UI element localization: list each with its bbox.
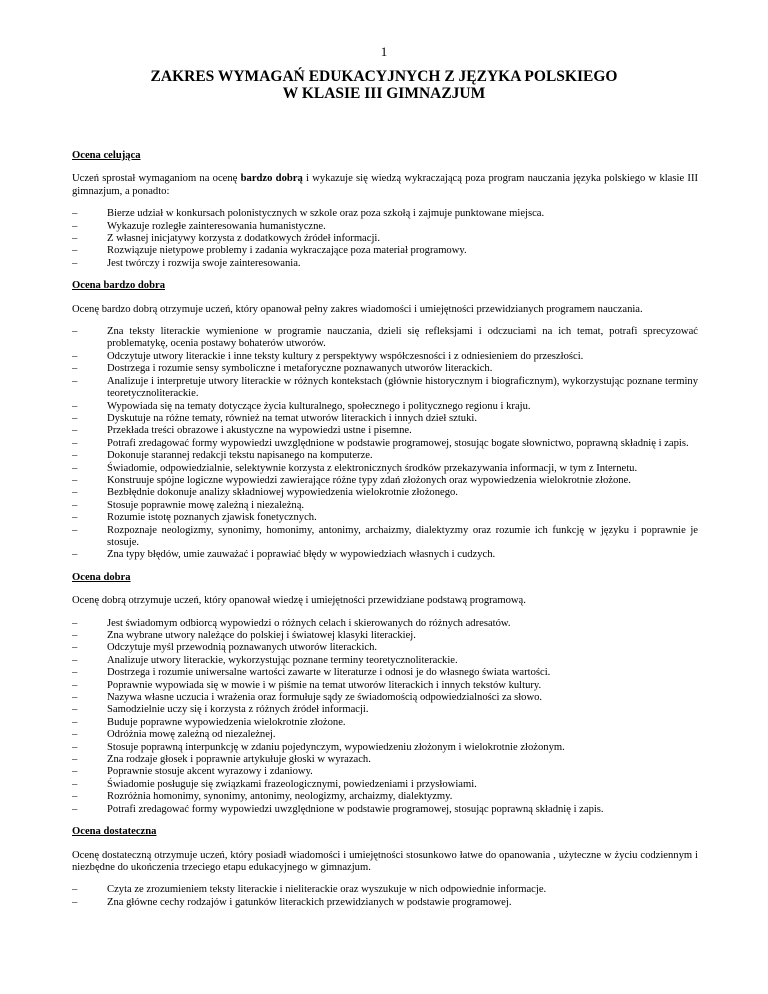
section-intro: Ocenę dostateczną otrzymuje uczeń, który posiadł wiadomości i umiejętności stosunkowo łatwe do opanowania , użyteczne w życiu codziennym i niezbędne do ukończenia trzeciego etapu edukacyjnego w gimnazjum. <box>72 849 698 873</box>
list-item: – Rozumie istotę poznanych zjawisk fonetycznych. <box>72 512 698 524</box>
requirements-list <box>72 208 698 270</box>
list-item: – Z własnej inicjatywy korzysta z dodatkowych źródeł informacji. <box>72 233 698 245</box>
list-item: – Czyta ze zrozumieniem teksty literackie i nieliterackie oraz wyszukuje w nich odpowiednie informacje. <box>72 884 698 896</box>
requirements-list <box>72 618 698 817</box>
section-ocena-dobra <box>72 572 698 816</box>
intro-bold-text: bardzo dobrą <box>240 173 303 185</box>
section-heading: Ocena dobra <box>72 571 131 583</box>
list-item: – Poprawnie wypowiada się w mowie i w piśmie na temat utworów literackich i innych tekstów kultury. <box>72 680 698 692</box>
intro-text-continued: i wykazuje się wiedzą wykraczającą poza program nauczania języka polskiego w klasie III gimnazjum, a ponadto: <box>72 173 698 197</box>
list-item: – Bezbłędnie dokonuje analizy składniowej wypowiedzenia wielokrotnie złożonego. <box>72 487 698 499</box>
list-item: – Konstruuje spójne logiczne wypowiedzi zawierające różne typy zdań złożonych oraz wypowiedzenia wielokrotnie złożone. <box>72 475 698 487</box>
list-item: – Analizuje utwory literackie, wykorzystując poznane terminy teoretycznoliterackie. <box>72 655 698 667</box>
list-item: – Jest świadomym odbiorcą wypowiedzi o różnych celach i skierowanych do różnych adresatów. <box>72 618 698 630</box>
list-item: – Jest twórczy i rozwija swoje zainteresowania. <box>72 258 698 270</box>
list-item: – Nazywa własne uczucia i wrażenia oraz formułuje sądy ze świadomością odpowiedzialności za słowo. <box>72 692 698 704</box>
document-title <box>0 68 768 102</box>
list-item: – Świadomie posługuje się związkami frazeologicznymi, powiedzeniami i przysłowiami. <box>72 779 698 791</box>
requirements-list <box>72 326 698 562</box>
requirements-list <box>72 884 698 909</box>
list-item: – Samodzielnie uczy się i korzysta z różnych źródeł informacji. <box>72 704 698 716</box>
list-item: – Zna typy błędów, umie zauważać i poprawiać błędy w wypowiedziach własnych i cudzych. <box>72 549 698 561</box>
section-intro: Ocenę dobrą otrzymuje uczeń, który opanował wiedzę i umiejętności przewidziane podstawą programową. <box>72 595 526 607</box>
list-item: – Odróżnia mowę zależną od niezależnej. <box>72 729 698 741</box>
section-ocena-celujaca <box>72 150 698 270</box>
list-item: – Analizuje i interpretuje utwory literackie w różnych kontekstach (głównie historycznym i biograficznym), wykorzystując poznane terminy teoretycznoliterackie. <box>72 376 698 401</box>
list-item: – Rozpoznaje neologizmy, synonimy, homonimy, antonimy, archaizmy, dialektyzmy oraz rozumie ich funkcję w języku i poprawnie je stosuje. <box>72 525 698 550</box>
list-item: – Dyskutuje na różne tematy, również na temat utworów literackich i innych dzieł sztuki. <box>72 413 698 425</box>
list-item: – Przekłada treści obrazowe i akustyczne na wypowiedzi ustne i pisemne. <box>72 425 698 437</box>
page-number: 1 <box>380 44 388 59</box>
list-item: – Dostrzega i rozumie uniwersalne wartości zawarte w literaturze i odnosi je do własnego świata wartości. <box>72 667 698 679</box>
list-item: – Zna rodzaje głosek i poprawnie artykułuje głoski w wyrazach. <box>72 754 698 766</box>
document-content <box>72 150 698 919</box>
list-item: – Rozróżnia homonimy, synonimy, antonimy, neologizmy, archaizmy, dialektyzmy. <box>72 791 698 803</box>
list-item: – Odczytuje utwory literackie i inne teksty kultury z perspektywy współczesności i z odniesieniem do przeszłości. <box>72 351 698 363</box>
list-item: – Stosuje poprawną interpunkcję w zdaniu pojedynczym, wypowiedzeniu złożonym i wielokrotnie złożonym. <box>72 742 698 754</box>
list-item: – Wypowiada się na tematy dotyczące życia kulturalnego, społecznego i politycznego regionu i kraju. <box>72 401 698 413</box>
list-item: – Dostrzega i rozumie sensy symboliczne i metaforyczne poznawanych utworów literackich. <box>72 363 698 375</box>
list-item: – Stosuje poprawnie mowę zależną i niezależną. <box>72 500 698 512</box>
list-item: – Rozwiązuje nietypowe problemy i zadania wykraczające poza materiał programowy. <box>72 245 698 257</box>
list-item: – Zna teksty literackie wymienione w programie nauczania, dzieli się refleksjami i odczuciami na ich temat, potrafi sprecyzować problematykę, ocenia postawy bohaterów utworów. <box>72 326 698 351</box>
title-line-1: ZAKRES WYMAGAŃ EDUKACYJNYCH Z JĘZYKA POLSKIEGO <box>150 68 618 85</box>
list-item: – Wykazuje rozległe zainteresowania humanistyczne. <box>72 221 698 233</box>
list-item: – Zna główne cechy rodzajów i gatunków literackich przewidzianych w podstawie programowej. <box>72 897 698 909</box>
title-line-2: W KLASIE III GIMNAZJUM <box>282 85 486 102</box>
list-item: – Dokonuje starannej redakcji tekstu napisanego na komputerze. <box>72 450 698 462</box>
list-item: – Odczytuje myśl przewodnią poznawanych utworów literackich. <box>72 642 698 654</box>
intro-text: Uczeń sprostał wymaganiom na ocenę <box>72 173 241 185</box>
section-heading: Ocena bardzo dobra <box>72 280 165 292</box>
list-item: – Zna wybrane utwory należące do polskiej i światowej klasyki literackiej. <box>72 630 698 642</box>
list-item: – Poprawnie stosuje akcent wyrazowy i zdaniowy. <box>72 766 698 778</box>
section-ocena-dostateczna <box>72 826 698 909</box>
section-heading: Ocena celująca <box>72 150 141 161</box>
list-item: – Świadomie, odpowiedzialnie, selektywnie korzysta z elektronicznych środków przekazywania informacji, w tym z Internetu. <box>72 463 698 475</box>
list-item: – Bierze udział w konkursach polonistycznych w szkole oraz poza szkołą i zajmuje punktowane miejsca. <box>72 208 698 220</box>
list-item: – Potrafi zredagować formy wypowiedzi uwzględnione w podstawie programowej, stosując poprawną składnię i zapis. <box>72 804 698 816</box>
section-heading: Ocena dostateczna <box>72 826 157 838</box>
list-item: – Potrafi zredagować formy wypowiedzi uwzględnione w podstawie programowej, stosując bogate słownictwo, poprawną składnię i zapis. <box>72 438 698 450</box>
section-intro: Ocenę bardzo dobrą otrzymuje uczeń, który opanował pełny zakres wiadomości i umiejętności przewidzianych programem nauczania. <box>72 303 643 315</box>
section-intro <box>72 173 698 198</box>
section-ocena-bardzo-dobra <box>72 280 698 562</box>
list-item: – Buduje poprawne wypowiedzenia wielokrotnie złożone. <box>72 717 698 729</box>
